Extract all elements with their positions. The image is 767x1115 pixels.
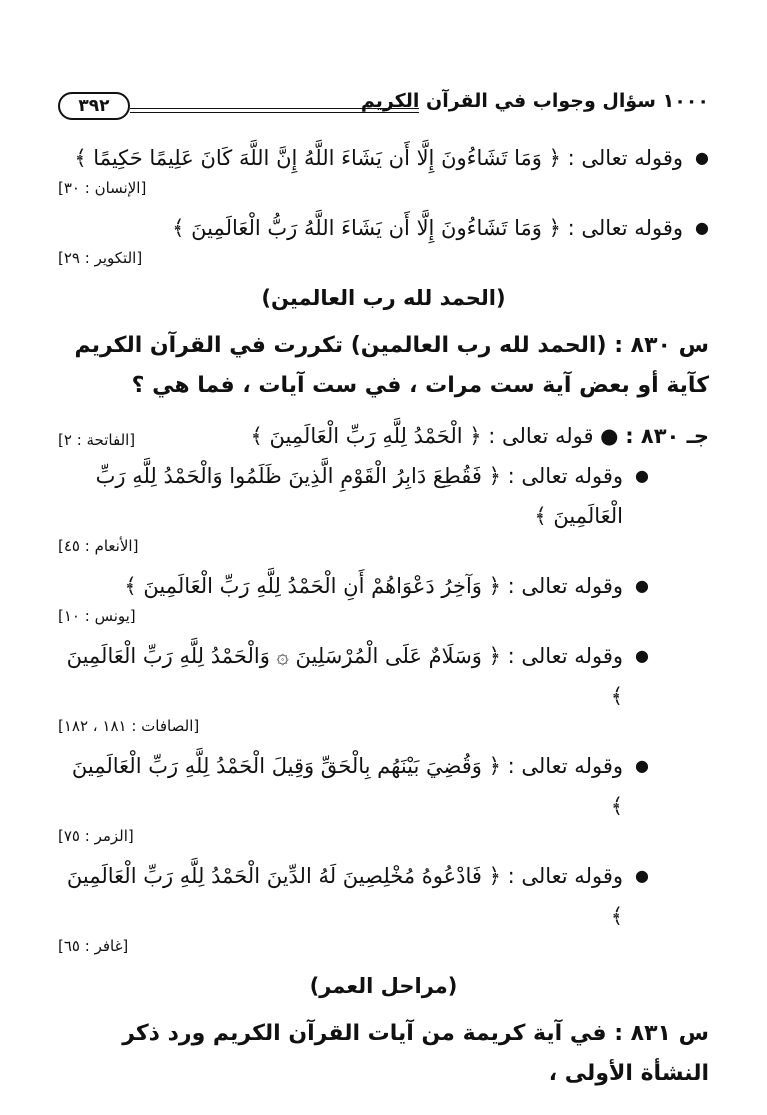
verse-intro: وقوله تعالى : [567,216,683,240]
verse-intro: وقوله تعالى : [567,146,683,170]
verse-intro: وقوله تعالى : [507,574,623,598]
verse-intro: وقوله تعالى : [507,864,623,888]
question-label: س ٨٣٠ : [614,333,709,358]
page-header [58,88,709,128]
verse-text: ﴿ فَقُطِعَ دَابِرُ الْقَوْمِ الَّذِينَ ظَلَمُوا وَالْحَمْدُ لِلَّهِ رَبِّ الْعَالَمِينَ ﴾ [95,464,623,528]
verse-intro: وقوله تعالى : [507,644,623,668]
verse-reference: [يونس : ١٠] [58,607,136,625]
verse-intro: وقوله تعالى : [507,464,623,488]
section-title: (مراحل العمر) [309,974,458,998]
answer-830 [58,416,709,456]
verse-entry [58,456,649,536]
verse-text: ﴿ وَمَا تَشَاءُونَ إِلَّا أَن يَشَاءَ اللَّهُ إِنَّ اللَّهَ كَانَ عَلِيمًا حَكِيمًا ﴾ [74,146,561,170]
verse-text: ﴿ وَمَا تَشَاءُونَ إِلَّا أَن يَشَاءَ اللَّهُ رَبُّ الْعَالَمِينَ ﴾ [172,216,561,240]
book-title: ١٠٠٠ سؤال وجواب في القرآن الكريم [360,90,709,112]
section-title: (الحمد لله رب العالمين) [261,286,506,310]
verse-reference: [التكوير : ٢٩] [58,249,143,267]
verse-reference: [الصافات : ١٨١ ، ١٨٢] [58,717,200,735]
verse-entry [58,746,649,826]
verse-entry [58,208,709,248]
header-rule [130,108,419,113]
verse-reference: [الأنعام : ٤٥] [58,537,139,555]
page-content [58,138,709,1094]
verse-reference: [الإنسان : ٣٠] [58,179,147,197]
verse-entry [58,856,649,936]
verse-text: ﴿ وَسَلَامٌ عَلَى الْمُرْسَلِينَ ۞ وَالْحَمْدُ لِلَّهِ رَبِّ الْعَالَمِينَ ﴾ [66,644,623,708]
verse-text: ﴿ فَادْعُوهُ مُخْلِصِينَ لَهُ الدِّينَ الْحَمْدُ لِلَّهِ رَبِّ الْعَالَمِينَ ﴾ [66,864,623,928]
verse-reference: [الزمر : ٧٥] [58,827,134,845]
question-text: في آية كريمة من آيات القرآن الكريم ورد ذكر النشأة الأولى ، [122,1021,709,1086]
verse-reference: [غافر : ٦٥] [58,937,129,955]
question-831 [58,1014,709,1094]
verse-intro: ● قوله تعالى : [488,424,619,448]
question-830 [58,326,709,406]
verse-intro: وقوله تعالى : [507,754,623,778]
verse-text: ﴿ الْحَمْدُ لِلَّهِ رَبِّ الْعَالَمِينَ ﴾ [250,424,482,448]
verse-reference: [الفاتحة : ٢] [58,431,136,449]
page-number: ٣٩٢ [58,92,130,120]
verse-entry [58,138,709,178]
question-text: (الحمد لله رب العالمين) تكررت في القرآن الكريم كآية أو بعض آية ست مرات ، في ست آيات ، فما هي ؟ [74,333,709,398]
verse-text: ﴿ وَقُضِيَ بَيْنَهُم بِالْحَقِّ وَقِيلَ الْحَمْدُ لِلَّهِ رَبِّ الْعَالَمِينَ ﴾ [71,754,623,818]
verse-entry [58,636,649,716]
verse-text: ﴿ وَآخِرُ دَعْوَاهُمْ أَنِ الْحَمْدُ لِلَّهِ رَبِّ الْعَالَمِينَ ﴾ [124,574,501,598]
answer-label: جـ ٨٣٠ : [625,424,709,448]
verse-entry [58,566,649,606]
question-label: س ٨٣١ : [614,1021,709,1046]
